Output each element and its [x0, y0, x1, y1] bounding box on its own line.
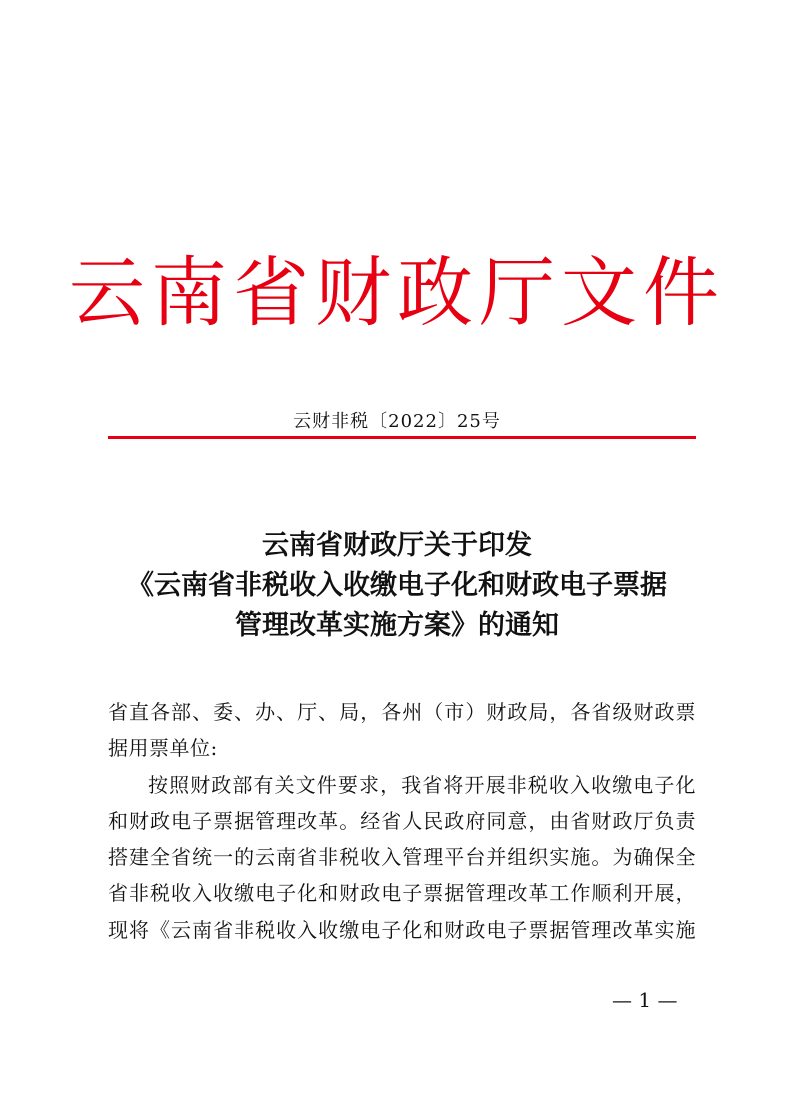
- body-line: 省直各部、委、办、厅、局，各州（市）财政局，各省级财政票: [108, 700, 696, 724]
- body-line: 按照财政部有关文件要求，我省将开展非税收入收缴电子化: [148, 772, 696, 797]
- notice-title-line: 《云南省非税收入收缴电子化和财政电子票据: [127, 570, 667, 601]
- red-separator-line: [108, 436, 696, 439]
- page-number: — 1 —: [612, 988, 678, 1012]
- document-number: 云财非税〔2022〕25号: [293, 411, 501, 432]
- notice-title-line: 云南省财政厅关于印发: [262, 530, 532, 561]
- body-line: 和财政电子票据管理改革。经省人民政府同意，由省财政厅负责: [108, 808, 696, 833]
- body-line: 据用票单位:: [108, 736, 218, 761]
- body-line: 省非税收入收缴电子化和财政电子票据管理改革工作顺利开展，: [108, 881, 696, 906]
- notice-title: [0, 526, 794, 646]
- body-line: 搭建全省统一的云南省非税收入管理平台并组织实施。为确保全: [108, 845, 696, 870]
- notice-title-line: 管理改革实施方案》的通知: [235, 610, 559, 641]
- document-header-title: 云南省财政厅文件: [69, 248, 725, 337]
- body-line: 现将《云南省非税收入收缴电子化和财政电子票据管理改革实施: [108, 917, 696, 942]
- body-text: [108, 694, 696, 948]
